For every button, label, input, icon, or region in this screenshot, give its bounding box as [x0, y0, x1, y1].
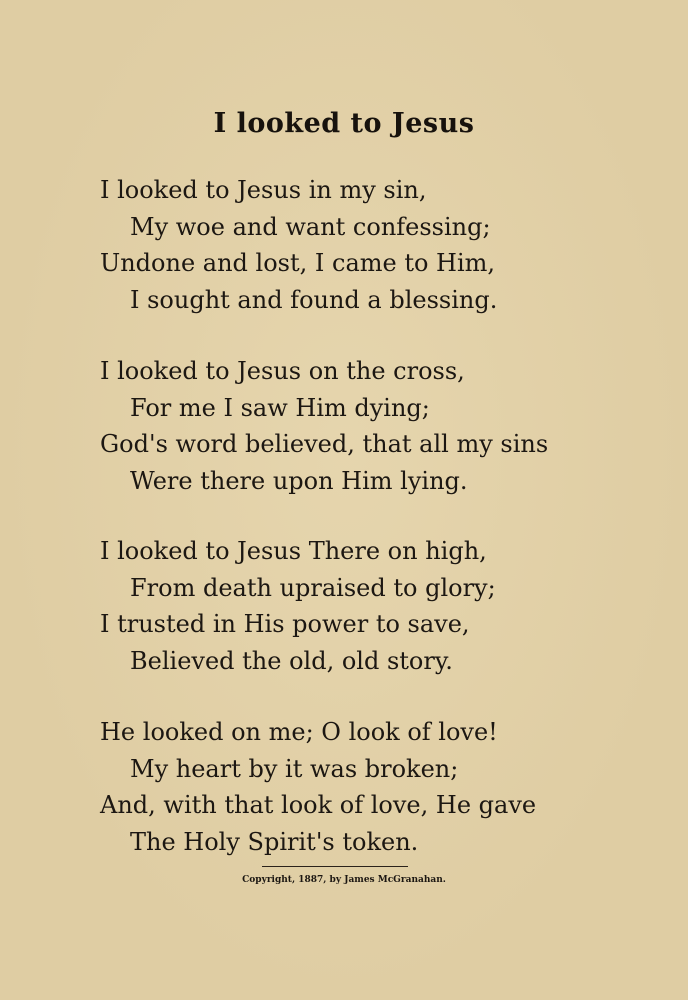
verse-line: I looked to Jesus There on high,	[100, 537, 487, 565]
stanza	[100, 714, 536, 860]
verse-line: And, with that look of love, He gave	[100, 791, 537, 819]
verse-line: My woe and want confessing;	[130, 212, 491, 241]
verse-line: I looked to Jesus on the cross,	[100, 357, 465, 385]
verse-line: I trusted in His power to save,	[100, 610, 470, 638]
verse-line: Undone and lost, I came to Him,	[100, 249, 496, 277]
verse-line: From death upraised to glory;	[130, 573, 496, 602]
verse-line: For me I saw Him dying;	[130, 393, 430, 422]
verse-line: I sought and found a blessing.	[130, 285, 498, 314]
verse-line: I looked to Jesus in my sin,	[100, 176, 427, 204]
verse-line: God's word believed, that all my sins	[100, 430, 549, 458]
copyright-notice: Copyright, 1887, by James McGranahan.	[242, 875, 446, 885]
stanza	[100, 533, 496, 679]
hymn-title: I looked to Jesus	[213, 108, 475, 139]
stanza	[100, 353, 548, 499]
verse-line: The Holy Spirit's token.	[130, 827, 419, 856]
verse-line: Believed the old, old story.	[130, 646, 453, 675]
stanza	[100, 172, 497, 318]
verse-line: He looked on me; O look of love!	[100, 718, 498, 746]
divider-rule	[262, 866, 408, 867]
verse-line: My heart by it was broken;	[130, 754, 459, 783]
verse-line: Were there upon Him lying.	[130, 466, 468, 495]
